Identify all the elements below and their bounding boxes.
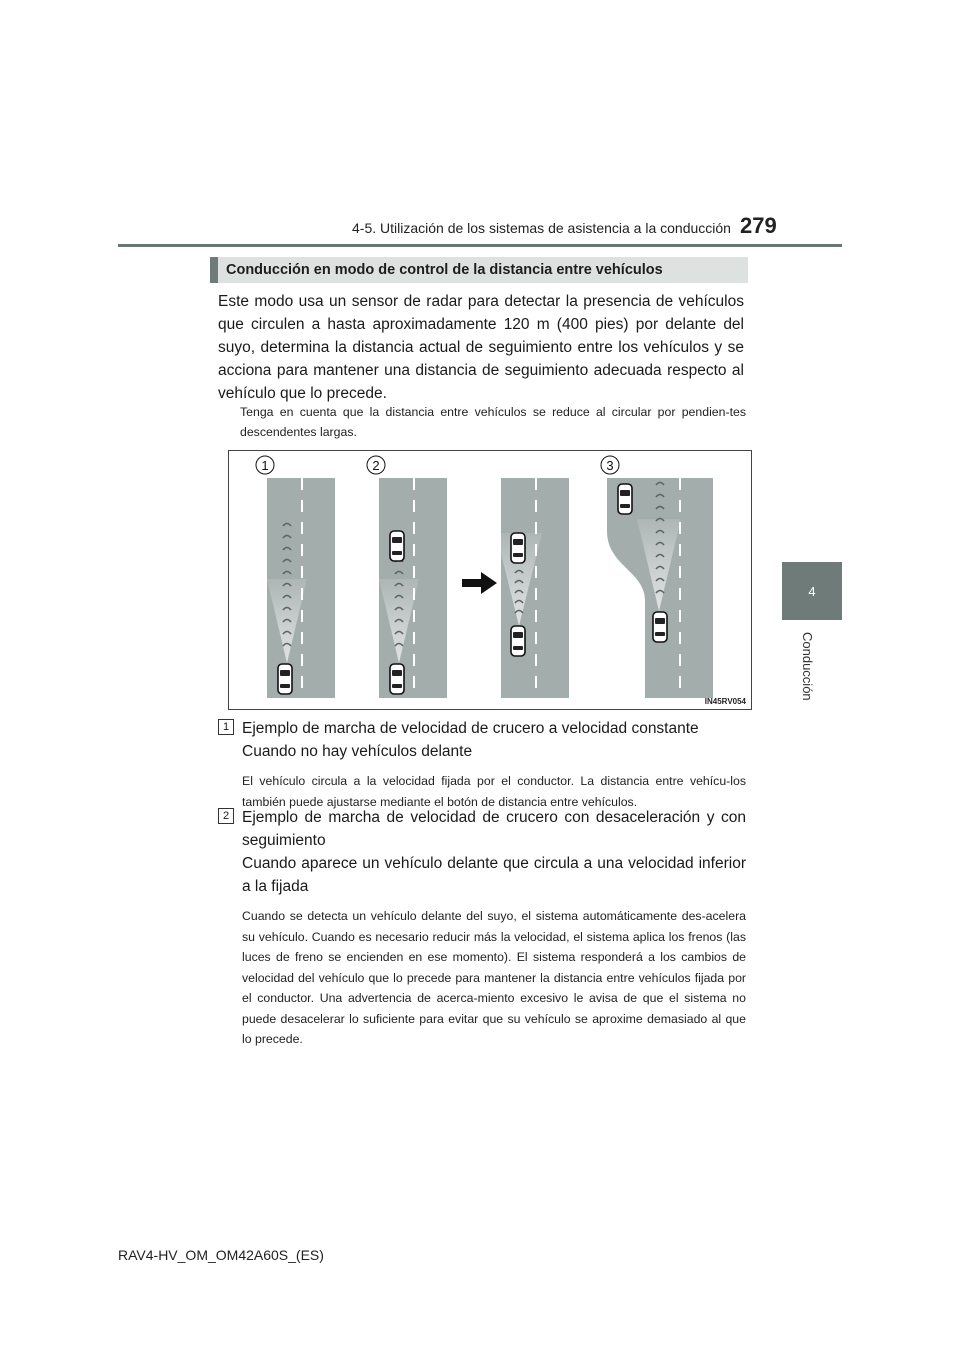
- header-rule: [118, 244, 842, 247]
- item-1-subheading: Cuando no hay vehículos delante: [242, 743, 473, 760]
- callout-1: 1: [261, 458, 269, 473]
- lead-vehicle-2b: [511, 533, 525, 563]
- section-title: Conducción en modo de control de la distancia entre vehículos: [226, 262, 663, 278]
- list-item-2: [218, 806, 746, 1050]
- header-section-title: 4-5. Utilización de los sistemas de asistencia a la conducción: [352, 220, 731, 236]
- item-marker-1: 1: [218, 719, 234, 735]
- own-vehicle-3: [653, 612, 667, 642]
- own-vehicle-2b: [511, 626, 525, 656]
- scene-2-road: [379, 478, 447, 698]
- chapter-number: 4: [808, 583, 816, 599]
- callout-2: 2: [372, 458, 380, 473]
- item-marker-2: 2: [218, 808, 234, 824]
- section-heading-bar: [210, 257, 748, 283]
- body-note: Tenga en cuenta que la distancia entre vehículos se reduce al circular por pendien-tes descendentes largas.: [240, 405, 746, 439]
- merging-vehicle-3: [618, 484, 632, 514]
- chapter-tab[interactable]: [782, 562, 842, 620]
- section-accent: [210, 257, 218, 283]
- item-2-subheading: Cuando aparece un vehículo delante que circula a una velocidad inferior a la fijada: [242, 855, 746, 895]
- own-vehicle-2: [390, 664, 404, 694]
- scene-2b-road: [496, 478, 569, 698]
- chapter-label: [795, 632, 825, 772]
- lead-vehicle-2: [390, 531, 404, 561]
- acc-diagram-svg: [229, 451, 751, 709]
- scene-3-road: [607, 478, 713, 698]
- page-number: 279: [740, 213, 777, 238]
- own-vehicle-1: [278, 664, 292, 694]
- item-2-heading: Ejemplo de marcha de velocidad de crucero con desaceleración y con seguimiento: [242, 809, 746, 849]
- figure-code: IN45RV054: [704, 697, 746, 706]
- acc-diagram: [228, 450, 752, 710]
- chapter-label-text: Conducción: [800, 632, 815, 701]
- list-item-1: [218, 717, 746, 812]
- item-1-description: El vehículo circula a la velocidad fijada por el conductor. La distancia entre vehícu-los también puede ajustarse mediante el botón de distancia entre vehículos.: [242, 774, 746, 809]
- item-1-heading: Ejemplo de marcha de velocidad de crucero a velocidad constante: [242, 720, 699, 737]
- scene-1-road: [267, 478, 335, 698]
- body-paragraph: Este modo usa un sensor de radar para detectar la presencia de vehículos que circulen a hasta aproximadamente 120 m (400 pies) por delante del suyo, determina la distancia actual de seguimiento entre los vehículos y se acciona para mantener una distancia de seguimiento adecuada respecto al vehículo que lo precede.: [218, 293, 744, 402]
- transition-arrow: [462, 572, 497, 594]
- callout-3: 3: [606, 458, 614, 473]
- item-2-description: Cuando se detecta un vehículo delante del suyo, el sistema automáticamente des-acelera su vehículo. Cuando es necesario reducir más la velocidad, el sistema aplica los frenos (las luces de freno se encienden en ese momento). El sistema responderá a los cambios de velocidad del vehículo que lo precede para mantener la distancia entre vehículos fijada por el conductor. Una advertencia de acerca-miento excesivo le avisa de que el sistema no puede desacelerar lo suficiente para evitar que su vehículo se aproxime demasiado al que lo precede.: [242, 909, 746, 1046]
- footer-document-code: RAV4-HV_OM_OM42A60S_(ES): [118, 1247, 324, 1263]
